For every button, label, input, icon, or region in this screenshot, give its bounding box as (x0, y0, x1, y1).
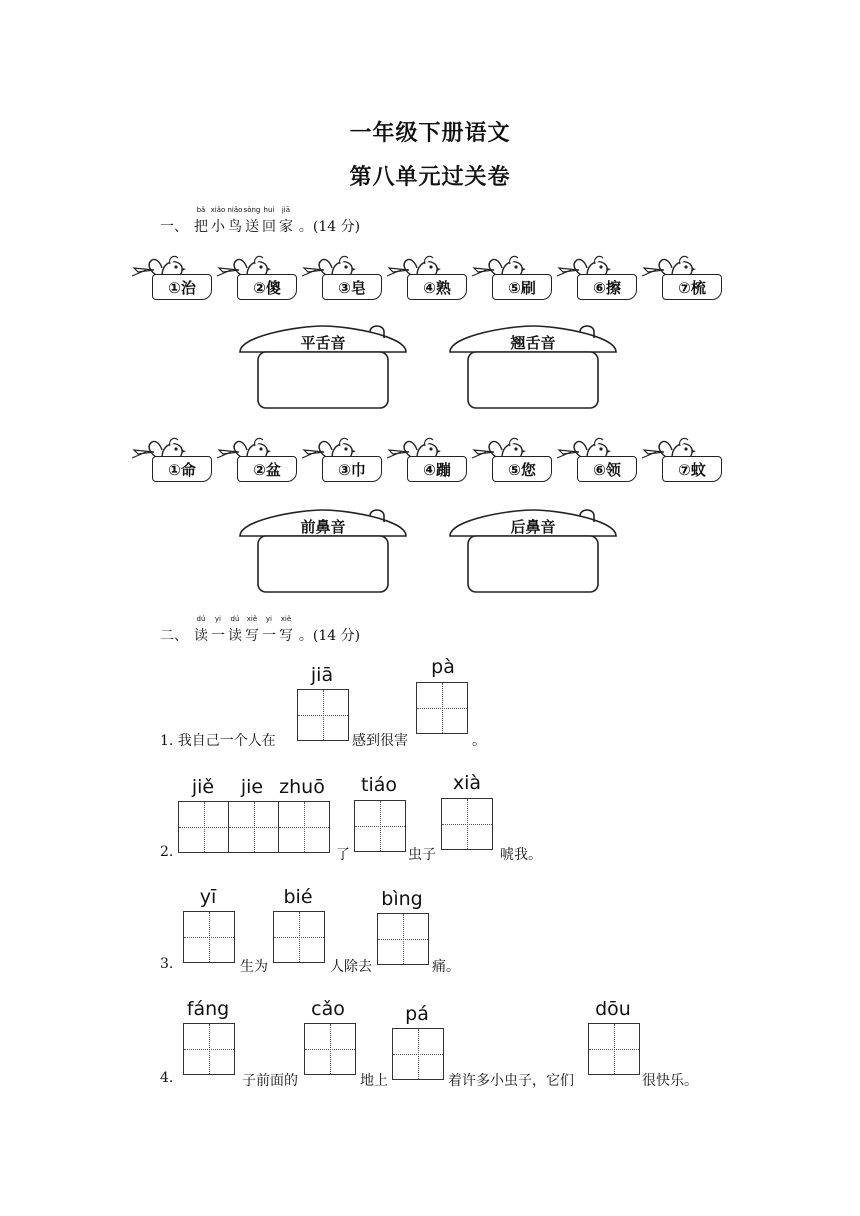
house-label: 前鼻音 (300, 518, 346, 536)
ruby-word (226, 206, 243, 236)
q4-pinyin-2: cǎo (311, 998, 345, 1020)
bird-character-label: ④蹦 (407, 456, 467, 482)
house-dropzone[interactable] (448, 506, 618, 596)
pinyin-annotation: dú (230, 615, 240, 623)
q2-pinyin-5: xià (452, 772, 482, 794)
bird-character-label: ①治 (152, 274, 212, 300)
pinyin-annotation: niǎo (227, 206, 243, 214)
q3-answer-box-3[interactable] (377, 913, 429, 965)
bird-card[interactable] (298, 432, 386, 488)
q4-text-a: 子前面的 (242, 1073, 298, 1089)
q4-answer-box-1[interactable] (183, 1023, 235, 1075)
hanzi: 写 (278, 628, 293, 644)
ruby-word (277, 615, 294, 645)
hanzi: 写 (244, 628, 259, 644)
q1-text-start: 1. 我自己一个人在 (160, 733, 276, 749)
pinyin-annotation: xiě (280, 615, 292, 623)
q3-number: 3. (160, 956, 174, 972)
hanzi: 一 (210, 628, 225, 644)
hanzi: 把 (193, 219, 208, 235)
bird-character-label: ①命 (152, 456, 212, 482)
bird-character-label: ⑤刷 (492, 274, 552, 300)
q3-pinyin-1: yī (199, 886, 217, 908)
pinyin-annotation: dú (196, 615, 206, 623)
q2-answer-box-5[interactable] (441, 798, 493, 850)
bird-character-label: ③皂 (322, 274, 382, 300)
page-subtitle: 第八单元过关卷 (349, 164, 511, 190)
bird-character-label: ⑥擦 (577, 274, 637, 300)
bird-card[interactable] (213, 250, 301, 306)
ruby-word (192, 206, 209, 236)
hanzi: 鸟 (227, 219, 242, 235)
bird-character-label: ②盆 (237, 456, 297, 482)
ruby-word (226, 615, 243, 645)
section1-number: 一、 (160, 219, 188, 235)
section2-heading: 二、 dú 读 yi 一 dú 读 xiě 写 yi 一 xiě 写 。(14 分) (160, 615, 361, 644)
ruby-word (243, 615, 260, 645)
bird-character-label: ⑦梳 (662, 274, 722, 300)
q4-number: 4. (160, 1070, 174, 1086)
hanzi: 读 (193, 628, 208, 644)
house-dropzone[interactable] (238, 322, 408, 412)
house-dropzone[interactable] (238, 506, 408, 596)
section2-suffix: 。(14 分) (298, 628, 361, 644)
q4-pinyin-1: fáng (186, 998, 230, 1020)
bird-character-label: ③巾 (322, 456, 382, 482)
q2-answer-box-2[interactable] (228, 801, 280, 853)
q2-pinyin-3: zhuō (279, 776, 325, 798)
q1-text-mid: 感到很害 (352, 733, 408, 749)
q4-answer-box-4[interactable] (588, 1023, 640, 1075)
q3-answer-box-2[interactable] (273, 911, 325, 963)
house-label: 翘舌音 (510, 334, 556, 352)
bird-card[interactable] (298, 250, 386, 306)
bird-character-label: ⑦蚊 (662, 456, 722, 482)
q2-answer-box-1[interactable] (178, 801, 230, 853)
q2-pinyin-2: jie (240, 776, 264, 798)
hanzi: 送 (244, 219, 259, 235)
q2-pinyin-4: tiáo (361, 774, 397, 796)
bird-character-label: ⑤您 (492, 456, 552, 482)
q2-pinyin-1: jiě (191, 776, 215, 798)
pinyin-annotation: xiě (246, 615, 258, 623)
pinyin-annotation: sòng (243, 206, 261, 214)
ruby-word (277, 206, 294, 236)
ruby-word (192, 615, 209, 645)
bird-character-label: ②傻 (237, 274, 297, 300)
q1-pinyin-2: pà (431, 656, 455, 678)
ruby-word (243, 206, 261, 236)
pinyin-annotation: bǎ (196, 206, 206, 214)
bird-card[interactable] (553, 250, 641, 306)
section1-heading (160, 206, 361, 236)
q4-answer-box-3[interactable] (392, 1028, 444, 1080)
hanzi: 一 (261, 628, 276, 644)
bird-card[interactable] (128, 250, 216, 306)
q3-text-a: 生为 (240, 959, 268, 975)
q4-text-d: 很快乐。 (642, 1073, 698, 1089)
pinyin-annotation: yi (265, 615, 272, 623)
q1-text-end: 。 (472, 733, 486, 749)
q1-answer-box-1[interactable] (297, 689, 349, 741)
q4-answer-box-2[interactable] (304, 1023, 356, 1075)
house-label: 平舌音 (300, 334, 346, 352)
section1-suffix: 。(14 分) (298, 219, 361, 235)
bird-character-label: ④熟 (407, 274, 467, 300)
q2-text-b: 虫子 (408, 847, 436, 863)
bird-card[interactable] (383, 250, 471, 306)
bird-card[interactable] (213, 432, 301, 488)
q1-pinyin-1: jiā (310, 664, 334, 686)
q2-answer-box-4[interactable] (354, 800, 406, 852)
bird-card[interactable] (638, 250, 726, 306)
q2-text-a: 了 (336, 847, 350, 863)
pinyin-annotation: huí (263, 206, 275, 214)
hanzi: 读 (227, 628, 242, 644)
bird-card[interactable] (638, 432, 726, 488)
q2-number: 2. (160, 844, 174, 860)
q4-pinyin-4: dōu (595, 998, 631, 1020)
ruby-word (260, 206, 277, 236)
q3-pinyin-3: bìng (381, 888, 423, 910)
hanzi: 家 (278, 219, 293, 235)
bird-card[interactable] (553, 432, 641, 488)
ruby-word (209, 615, 226, 645)
q3-pinyin-2: bié (283, 886, 313, 908)
q3-text-b: 人除去 (330, 959, 372, 975)
q4-text-b: 地上 (360, 1073, 388, 1089)
q4-text-c: 着许多小虫子，它们 (448, 1073, 574, 1089)
house-dropzone[interactable] (448, 322, 618, 412)
bird-card[interactable] (383, 432, 471, 488)
ruby-word (209, 206, 226, 236)
bird-card[interactable] (468, 250, 556, 306)
q3-answer-box-1[interactable] (183, 911, 235, 963)
ruby-word (260, 615, 277, 645)
q3-text-c: 痛。 (432, 959, 460, 975)
q4-pinyin-3: pá (405, 1003, 429, 1025)
bird-card[interactable] (468, 432, 556, 488)
bird-card[interactable] (128, 432, 216, 488)
q2-text-c: 唬我。 (500, 847, 542, 863)
q1-answer-box-2[interactable] (416, 682, 468, 734)
hanzi: 小 (210, 219, 225, 235)
bird-character-label: ⑥领 (577, 456, 637, 482)
pinyin-annotation: yi (214, 615, 221, 623)
house-label: 后鼻音 (510, 518, 556, 536)
hanzi: 回 (261, 219, 276, 235)
q2-answer-box-3[interactable] (278, 801, 330, 853)
pinyin-annotation: jiā (281, 206, 291, 214)
pinyin-annotation: xiǎo (210, 206, 226, 214)
page-title: 一年级下册语文 (349, 120, 511, 146)
